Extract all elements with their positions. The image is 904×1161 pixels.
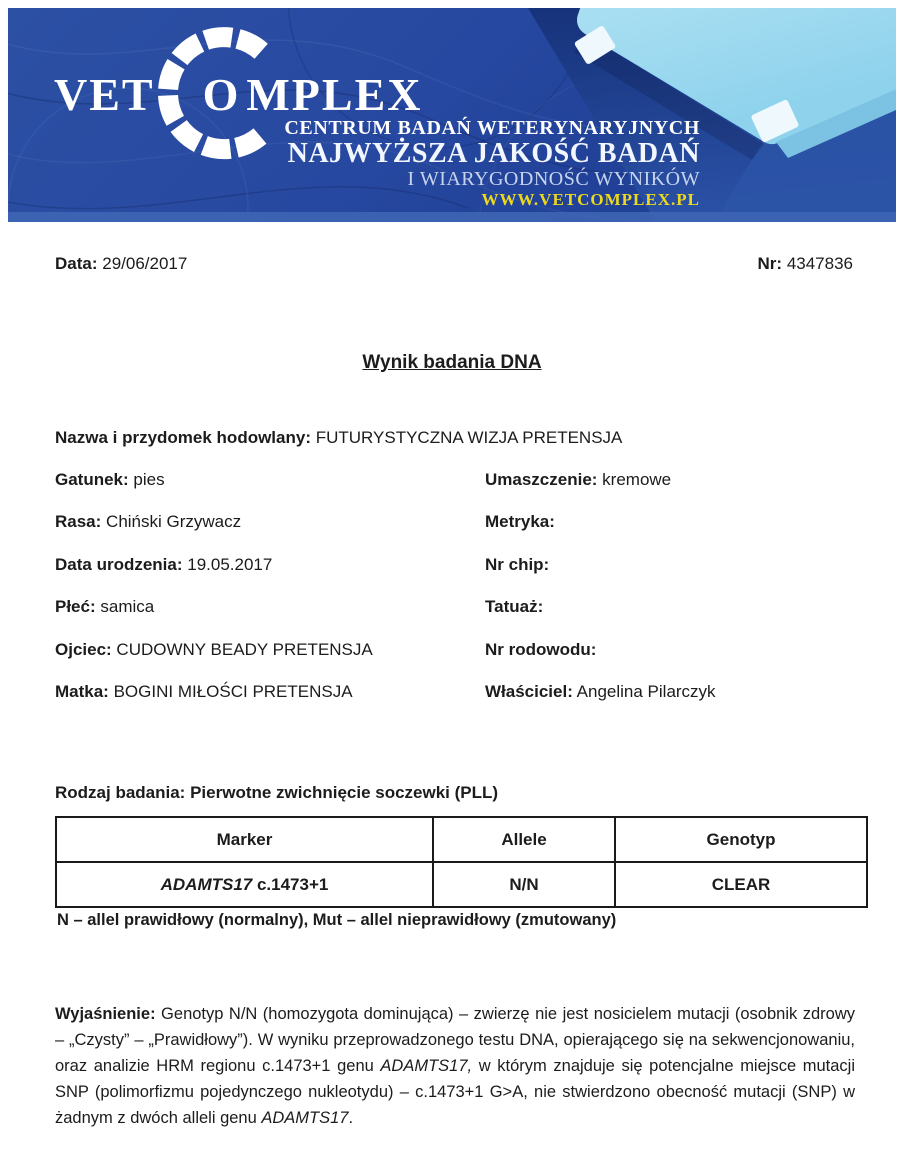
column-header-marker: Marker	[56, 817, 433, 862]
field-nr-rodowodu	[485, 640, 596, 660]
banner-subtitle-reliability: I WIARYGODNOŚĆ WYNIKÓW	[407, 168, 700, 190]
field-label: Nr chip:	[485, 555, 550, 574]
genotype-cell: CLEAR	[615, 862, 867, 907]
meta-row	[55, 254, 853, 274]
banner	[8, 8, 896, 222]
banner-subtitle-quality: NAJWYŻSZA JAKOŚĆ BADAŃ	[287, 138, 700, 169]
explanation-end: .	[348, 1108, 354, 1127]
field-label: Nr rodowodu:	[485, 640, 597, 659]
field-ojciec	[55, 640, 373, 659]
banner-bottom-strip	[8, 212, 896, 222]
field-value: Chiński Grzywacz	[101, 512, 242, 531]
explanation-part1: Genotyp N/N (homozygota dominująca) – zwierzę nie jest nosicielem mutacji (osobnik zdrowy – „Czysty” – „Prawidłowy”). W wyniku przeprowadzonego testu DNA, opierającego się na sekwencjonowaniu, oraz analizie HRM regionu c.1473+1 genu	[55, 1004, 855, 1075]
field-value: CUDOWNY BEADY PRETENSJA	[111, 640, 373, 659]
field-row	[55, 682, 855, 702]
field-matka	[55, 682, 353, 701]
date-label: Data:	[55, 254, 98, 273]
field-row	[55, 555, 855, 575]
field-label: Płeć:	[55, 597, 96, 616]
explanation-gene2: ADAMTS17	[261, 1108, 349, 1127]
allele-cell: N/N	[433, 862, 615, 907]
field-label: Data urodzenia:	[55, 555, 183, 574]
logo-o-text: O	[202, 69, 241, 120]
field-value: kremowe	[597, 470, 672, 489]
name-value: FUTURYSTYCZNA WIZJA PRETENSJA	[311, 428, 623, 447]
date-value: 29/06/2017	[97, 254, 188, 273]
explanation-label: Wyjaśnienie:	[55, 1004, 156, 1023]
report-date	[55, 254, 187, 273]
nr-label: Nr:	[757, 254, 783, 273]
test-type-value: Pierwotne zwichnięcie soczewki (PLL)	[185, 783, 499, 802]
explanation-gene1: ADAMTS17,	[380, 1056, 473, 1075]
table-header-row	[56, 817, 867, 862]
field-label: Właściciel:	[485, 682, 573, 701]
field-label: Metryka:	[485, 512, 555, 531]
marker-cell	[56, 862, 433, 907]
field-metryka	[485, 512, 555, 532]
field-row	[55, 640, 855, 660]
field-value: Angelina Pilarczyk	[572, 682, 716, 701]
field-row	[55, 470, 855, 490]
test-type-line	[55, 783, 498, 803]
banner-subtitles	[284, 118, 700, 210]
name-label: Nazwa i przydomek hodowlany:	[55, 428, 311, 447]
field-row	[55, 597, 855, 617]
banner-website: WWW.VETCOMPLEX.PL	[481, 190, 700, 209]
field-data-urodzenia	[55, 555, 272, 574]
field-label: Matka:	[55, 682, 109, 701]
subject-name-line	[55, 428, 622, 448]
allele-legend: N – allel prawidłowy (normalny), Mut – allel nieprawidłowy (zmutowany)	[57, 911, 617, 929]
marker-gene: ADAMTS17	[160, 874, 253, 894]
field-value: samica	[95, 597, 155, 616]
banner-subtitle-centrum: CENTRUM BADAŃ WETERYNARYJNYCH	[284, 117, 700, 139]
logo-vet-text: VET	[54, 69, 155, 120]
field-gatunek	[55, 470, 165, 489]
table-row	[56, 862, 867, 907]
logo-mplex-text: MPLEX	[246, 69, 423, 120]
test-type-label: Rodzaj badania:	[55, 783, 186, 802]
explanation-paragraph	[55, 1001, 855, 1131]
field-value: 19.05.2017	[182, 555, 273, 574]
field-label: Gatunek:	[55, 470, 129, 489]
field-plec	[55, 597, 154, 616]
field-rasa	[55, 512, 241, 531]
field-value: BOGINI MIŁOŚCI PRETENSJA	[108, 682, 353, 701]
field-value: pies	[128, 470, 165, 489]
column-header-allele: Allele	[433, 817, 615, 862]
field-label: Ojciec:	[55, 640, 112, 659]
column-header-genotyp: Genotyp	[615, 817, 867, 862]
report-number	[758, 254, 853, 274]
nr-value: 4347836	[782, 254, 853, 273]
field-tatuaz	[485, 597, 543, 617]
field-label: Rasa:	[55, 512, 102, 531]
result-table	[55, 816, 868, 908]
field-label: Tatuaż:	[485, 597, 544, 616]
field-label: Umaszczenie:	[485, 470, 598, 489]
field-wlasciciel	[485, 682, 716, 702]
field-row	[55, 512, 855, 532]
marker-locus: c.1473+1	[252, 874, 329, 894]
explanation-part2: w którym znajduje się potencjalne miejsce mutacji SNP (polimorfizmu pojedynczego nukleotydu) – c.1473+1 G>A, nie stwierdzono obecność mutacji (SNP) w żadnym z dwóch alleli genu	[55, 1056, 855, 1127]
field-nr-chip	[485, 555, 549, 575]
field-umaszczenie	[485, 470, 671, 490]
page-title: Wynik badania DNA	[362, 352, 542, 373]
